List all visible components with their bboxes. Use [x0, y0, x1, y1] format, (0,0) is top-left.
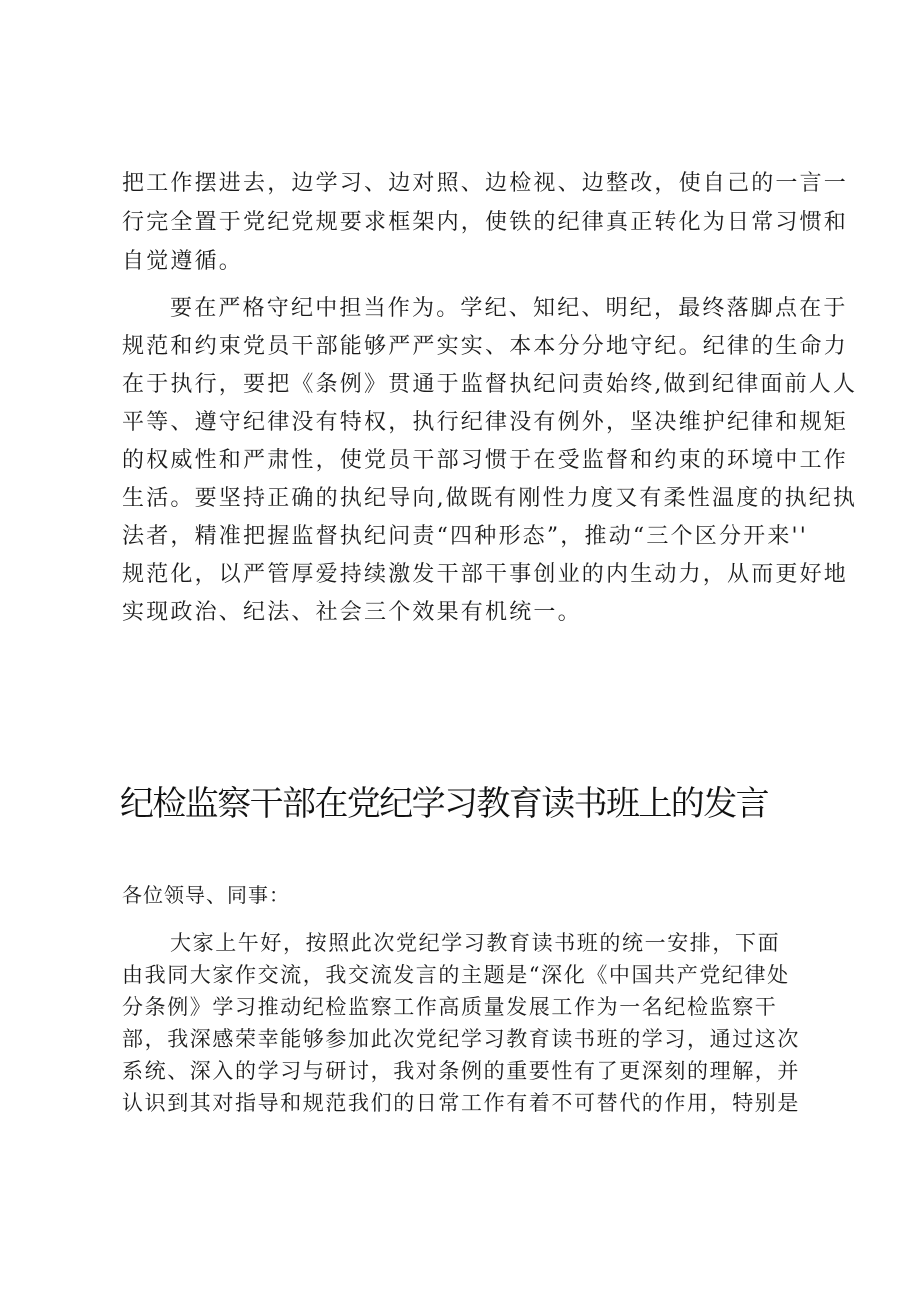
paragraph-opening — [122, 927, 822, 1119]
text-line: 规范化，以严管厚爱持续激发干部干事创业的内生动力，从而更好地 — [122, 562, 849, 587]
text-line: 分条例》学习推动纪检监察工作高质量发展工作为一名纪检监察干 — [122, 995, 778, 1019]
text-line: 系统、深入的学习与研讨，我对条例的重要性有了更深刻的理解，并 — [122, 1059, 800, 1083]
text-line: 的权威性和严肃性，使党员干部习惯于在受监督和约束的环境中工作 — [122, 448, 849, 473]
text-line: 行完全置于党纪党规要求框架内，使铁的纪律真正转化为日常习惯和 — [122, 210, 849, 235]
text-line: 实现政治、纪法、社会三个效果有机统一。 — [122, 600, 582, 625]
text-line: 规范和约束党员干部能够严严实实、本本分分地守纪。纪律的生命力 — [122, 334, 849, 359]
text-line: 把工作摆进去，边学习、边对照、边检视、边整改，使自己的一言一 — [122, 171, 849, 196]
paragraph-discipline — [122, 290, 858, 632]
text-line: 法者，精准把握监督执纪问责“四种形态”，推动“三个区分开来'' — [122, 524, 809, 549]
text-line: 要在严格守纪中担当作为。学纪、知纪、明纪，最终落脚点在于 — [170, 296, 848, 321]
paragraph-continuation — [122, 164, 849, 281]
text-line: 自觉遵循。 — [122, 249, 244, 274]
text-line: 在于执行，要把《条例》贯通于监督执纪问责始终,做到纪律面前人人 — [122, 372, 858, 397]
text-line: 生活。要坚持正确的执纪导向,做既有刚性力度又有柔性温度的执纪执 — [122, 486, 858, 511]
salutation: 各位领导、同事： — [122, 883, 290, 907]
text-line: 部，我深感荣幸能够参加此次党纪学习教育读书班的学习，通过这次 — [122, 1027, 800, 1051]
text-line: 由我同大家作交流，我交流发言的主题是“深化《中国共产党纪律处 — [122, 963, 790, 987]
speech-title: 纪检监察干部在党纪学习教育读书班上的发言 — [120, 784, 768, 824]
text-line: 大家上午好，按照此次党纪学习教育读书班的统一安排，下面 — [170, 931, 781, 955]
text-line: 平等、遵守纪律没有特权，执行纪律没有例外，坚决维护纪律和规矩 — [122, 410, 849, 435]
text-line: 认识到其对指导和规范我们的日常工作有着不可替代的作用，特别是 — [122, 1091, 800, 1115]
